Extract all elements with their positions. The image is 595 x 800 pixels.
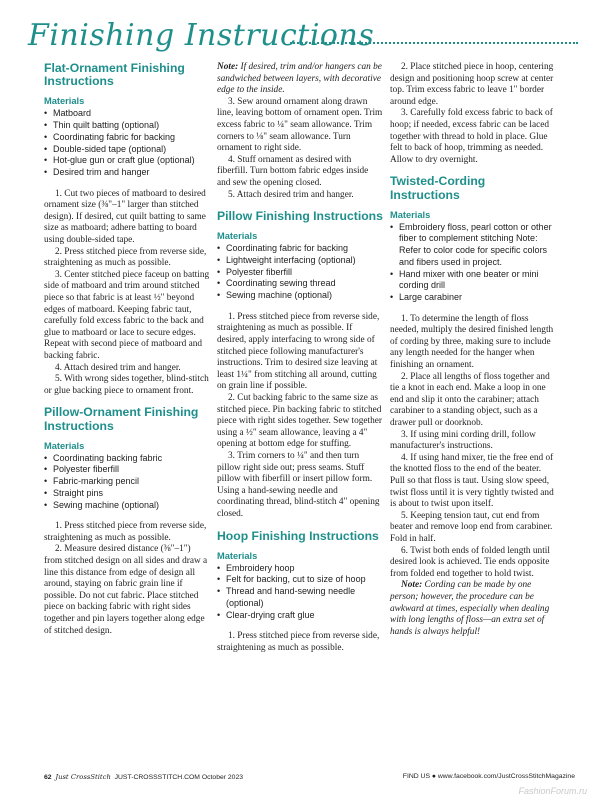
list-item: • Embroidery floss, pearl cotton or other fiber to complement stitching Note: Refer to color code for specific colors and fibers used in project. [390,222,556,269]
hoop-step: 3. Carefully fold excess fabric to back of hoop; if needed, excess fabric can be laced together with thread to hold in place. Glue felt to back of hoop, trimming as needed. Allow to dry overnight. [390,108,553,165]
cording-step: 2. Place all lengths of floss together and tie a knot in each end. Make a loop in one end and slip it onto the carabiner; attach carabiner to a standing object, such as a drawer pull or doorknob. [390,371,550,429]
cording-step: 5. Keeping tension taut, cut end from beater and remove loop end from carabiner. Fold in half. [390,510,553,544]
column-2 [217,62,383,654]
pillow-ornament-step: 4. Stuff ornament as desired with fiberfill. Turn bottom fabric edges inside and sew the opening closed. [217,154,369,188]
list-item: • Sewing machine (optional) [44,500,210,512]
pillow-ornament-materials-label: Materials [44,440,85,451]
list-item: • Fabric-marking pencil [44,476,210,488]
pillow-ornament-heading: Pillow-Ornament Finishing Instructions [44,405,199,433]
list-item: • Straight pins [44,488,210,500]
flat-materials-list [44,108,210,178]
watermark: FashionForum.ru [518,786,587,796]
flat-step: 3. Center stitched piece faceup on batting side of matboard and trim around stitched piece so that fabric is at least ½" beyond edges of matboard. Keeping fabric taut, carefully fold excess fabric to the back and glue to matboard or lace to secure edges. Repeat with second piece of matboard and backing fabric. [44,269,210,361]
list-item: • Coordinating fabric for backing [44,132,210,144]
list-item: • Large carabiner [390,292,556,304]
list-item: • Thin quilt batting (optional) [44,120,210,132]
flat-materials-label: Materials [44,96,85,107]
list-item: • Thread and hand-sewing needle (optional) [217,586,383,609]
list-item: • Hand mixer with one beater or mini cording drill [390,269,556,292]
cording-note [390,580,556,638]
cording-step: 1. To determine the length of floss needed, multiply the desired finished length of cording by three, making sure to include any length needed for the hanger when finishing an ornament. [390,313,554,371]
flat-step: 2. Press stitched piece from reverse side, straightening as much as possible. [44,246,207,269]
cording-materials-label: Materials [390,209,431,220]
column-1 [44,62,210,637]
cording-materials-list [390,222,556,304]
pillow-ornament-step: 1. Press stitched piece from reverse side, straightening as much as possible. [44,521,207,543]
pillow-step: 2. Cut backing fabric to the same size as stitched piece. Pin backing fabric to stitched piece with right sides together. Sew together using a ½" seam allowance, leaving a 4" opening at bottom edge for stuffing. [217,393,382,450]
list-item: • Double-sided tape (optional) [44,144,210,156]
twisted-cording-heading: Twisted-Cording Instructions [390,174,486,202]
hoop-step: 1. Press stitched piece from reverse side, straightening as much as possible. [217,631,380,653]
pillow-ornament-step: 3. Sew around ornament along drawn line, leaving bottom of ornament open. Trim excess fabric to ¼" seam allowance. Trim corners to ⅛" seam allowance. Turn ornament to right side. [217,96,383,154]
cording-step: 4. If using hand mixer, tie the free end of the knotted floss to the end of the beater. Pull so that floss is taut. Using slow speed, twist floss until it is very tightly twisted and is about to twist upon itself. [390,452,554,510]
page-number: 62 [44,774,52,781]
page-title: Finishing Instructions [28,18,375,53]
list-item: • Coordinating sewing thread [217,278,383,290]
pillow-materials-label: Materials [217,231,258,242]
pillow-ornament-materials-list [44,453,210,512]
list-item: • Desired trim and hanger [44,167,210,179]
pillow-ornament-step: 2. Measure desired distance (⅜"–1") from stitched design on all sides and draw a line this distance from edge of design all around, staying on fabric grain line if possible. Do not cut fabric. Place stitched piece on backing fabric with right sides together and pin layers together along edge of stitched design. [44,544,208,636]
flat-step: 4. Attach desired trim and hanger. [55,362,181,373]
site-issue: JUST-CROSSSTITCH.COM October 2023 [114,774,244,781]
hoop-materials-label: Materials [217,550,258,561]
pillow-ornament-step: 5. Attach desired trim and hanger. [228,189,354,200]
hoop-materials-list [217,563,383,622]
note-text: Cording can be made by one person; however, the procedure can be awkward at times, especially when dealing with long lengths of floss—an extra set of hands is always helpful! [390,580,550,637]
list-item: • Polyester fiberfill [44,464,210,476]
sandwich-note [217,62,383,97]
pillow-step: 3. Trim corners to ¼" and then turn pillow right side out; press seams. Stuff pillow with fiberfill or insert pillow form. Using a hand-sewing needle and coordinating thread, blind-stitch 4" opening closed. [217,450,380,519]
flat-step: 1. Cut two pieces of matboard to desired ornament size (⅜"–1" larger than stitched design). If desired, cut quilt batting to same size as matboard; adhere batting to board using double-sided tape. [44,188,206,245]
flat-ornament-heading: Flat-Ornament Finishing Instructions [44,61,185,89]
list-item: • Clear-drying craft glue [217,610,383,622]
cording-step: 6. Twist both ends of folded length until desired look is achieved. Tie ends opposite from folded end together to hold twist. [390,545,550,579]
page-header [28,18,578,54]
list-item: • Polyester fiberfill [217,267,383,279]
list-item: • Coordinating backing fabric [44,453,210,465]
pillow-materials-list [217,243,383,302]
note-label: Note: [401,580,423,591]
flat-step: 5. With wrong sides together, blind-stitch or glue backing piece to ornament front. [44,374,209,396]
magazine-name: Just CrossStitch [55,773,111,781]
hoop-step: 2. Place stitched piece in hoop, centering design and positioning hoop screw at center top. Trim excess fabric to leave 1" border around edge. [390,62,554,107]
pillow-step: 1. Press stitched piece from reverse side, straightening as much as possible. If desired, apply interfacing to wrong side of stitched piece following manufacturer's instructions. Trim to desired size leaving at least 1¼" from stitching all around, cutting on grain line if possible. [217,311,380,392]
cording-step: 3. If using mini cording drill, follow manufacturer's instructions. [390,429,536,452]
find-us-link[interactable]: FIND US ● www.facebook.com/JustCrossStitchMagazine [402,773,575,780]
pillow-heading: Pillow Finishing Instructions [217,209,383,224]
column-3 [390,62,556,638]
list-item: • Embroidery hoop [217,563,383,575]
list-item: • Matboard [44,108,210,120]
hoop-heading: Hoop Finishing Instructions [217,528,379,543]
list-item: • Coordinating fabric for backing [217,243,383,255]
list-item: • Lightweight interfacing (optional) [217,255,383,267]
list-item: • Sewing machine (optional) [217,290,383,302]
title-dotted-rule [290,42,578,44]
list-item: • Felt for backing, cut to size of hoop [217,574,383,586]
list-item: • Hot-glue gun or craft glue (optional) [44,155,210,167]
note-text: If desired, trim and/or hangers can be sandwiched between layers, with decorative edge to the inside. [217,62,382,96]
note-label: Note: [217,62,239,72]
